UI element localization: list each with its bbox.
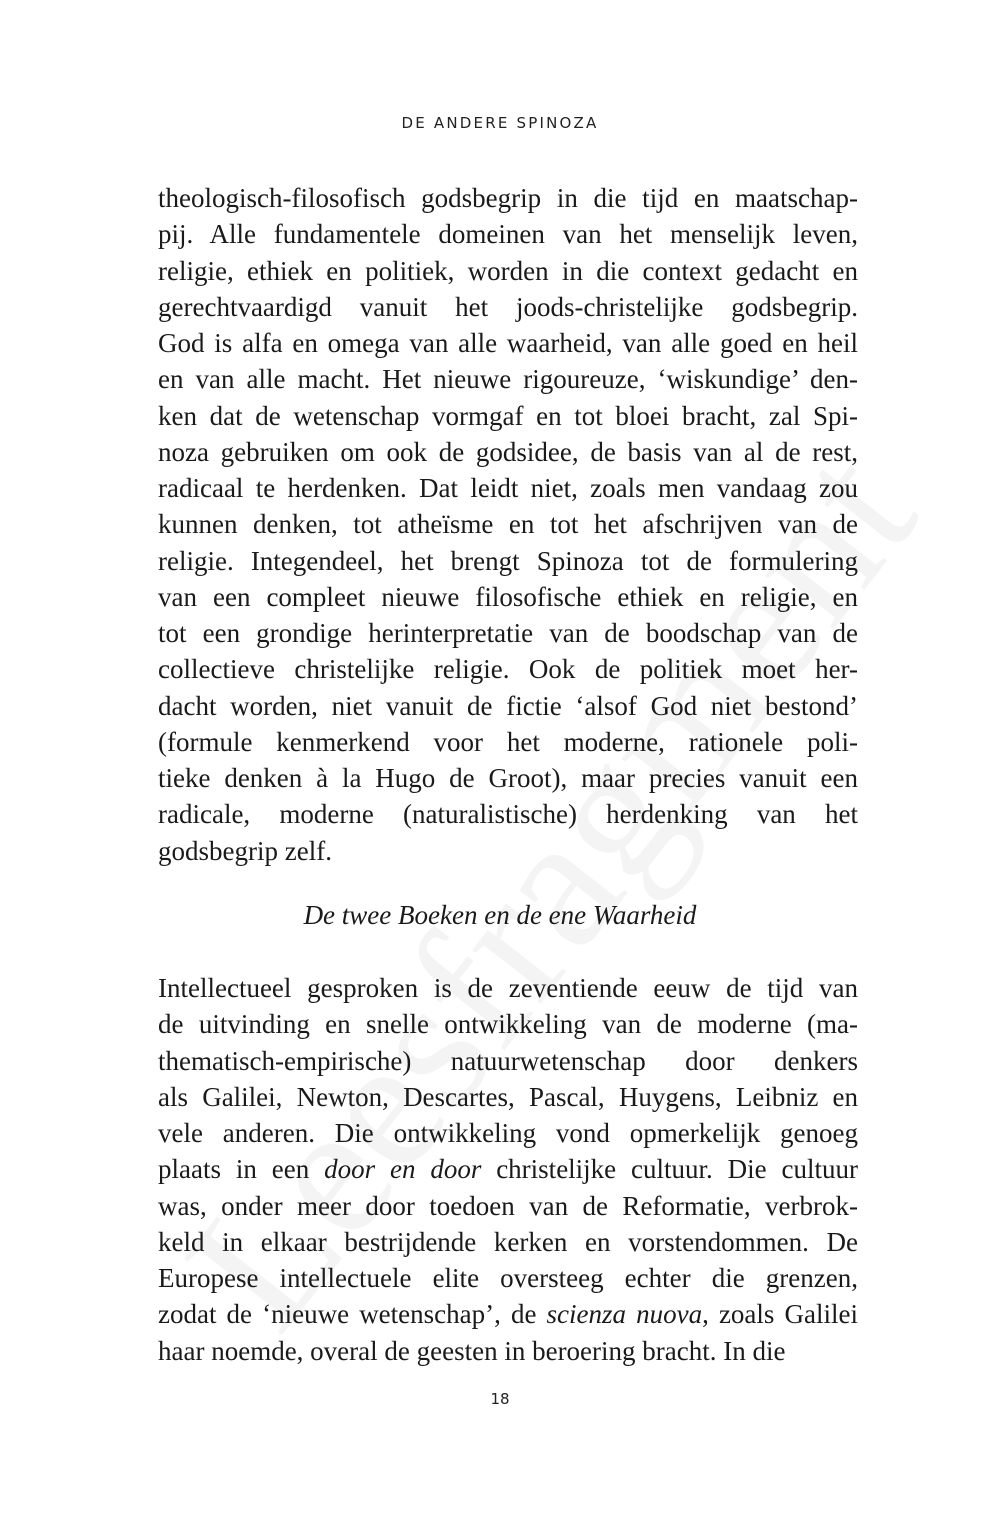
text-line: ken dat de wetenschap vormgaf en tot bloei bracht, zal Spi- [158, 400, 858, 431]
italic-phrase: door en door [324, 1154, 482, 1185]
text-run: zodat de ‘nieuwe wetenschap’, de [158, 1299, 547, 1330]
text-line: Europese intellectuele elite oversteeg echter die grenzen, [158, 1263, 858, 1293]
text-line: collectieve christelijke religie. Ook de politiek moet her- [158, 654, 858, 685]
text-line: als Galilei, Newton, Descartes, Pascal, Huygens, Leibniz en [158, 1081, 858, 1112]
text-line: radicale, moderne (naturalistische) herdenking van het [158, 799, 858, 830]
italic-phrase: scienza nuova [546, 1299, 703, 1330]
text-line [158, 1151, 858, 1187]
paragraph-1 [158, 180, 858, 869]
text-line: keld in elkaar bestrijdende kerken en vorstendommen. De [158, 1226, 858, 1257]
text-line [158, 1296, 858, 1332]
text-line: was, onder meer door toedoen van de Reformatie, verbrok- [158, 1190, 858, 1221]
text-line: religie, ethiek en politiek, worden in die context gedacht en [158, 255, 858, 286]
text-line: tieke denken à la Hugo de Groot), maar precies vanuit een [158, 763, 858, 793]
text-line: Intellectueel gesproken is de zeventiende eeuw de tijd van [158, 973, 858, 1003]
text-line: pij. Alle fundamentele domeinen van het menselijk leven, [158, 219, 858, 250]
text-line: religie. Integendeel, het brengt Spinoza tot de formulering [158, 545, 858, 576]
text-line: haar noemde, overal de geesten in beroering bracht. In die [158, 1335, 786, 1366]
text-line: God is alfa en omega van alle waarheid, van alle goed en heil [158, 328, 858, 358]
text-line: (formule kenmerkend voor het moderne, rationele poli- [158, 726, 858, 757]
text-line: thematisch-empirische) natuurwetenschap door denkers [158, 1045, 858, 1076]
text-line: van een compleet nieuwe filosofische ethiek en religie, en [158, 581, 858, 612]
text-line: vele anderen. Die ontwikkeling vond opmerkelijk genoeg [158, 1118, 858, 1148]
text-line: kunnen denken, tot atheïsme en tot het afschrijven van de [158, 509, 858, 540]
text-line: gerechtvaardigd vanuit het joods-christelijke godsbegrip. [158, 291, 858, 322]
section-subheading: De twee Boeken en de ene Waarheid [303, 900, 697, 930]
text-line: en van alle macht. Het nieuwe rigoureuze, ‘wiskundige’ den- [158, 364, 858, 395]
text-line: theologisch-filosofisch godsbegrip in die tijd en maatschap- [158, 183, 858, 213]
text-run: , zoals Galilei [702, 1299, 858, 1330]
page-number: 18 [490, 1390, 510, 1408]
text-line: tot een grondige herinterpretatie van de boodschap van de [158, 618, 858, 648]
running-head: DE ANDERE SPINOZA [401, 114, 599, 132]
text-run: christelijke cultuur. Die cultuur [481, 1154, 858, 1185]
text-line: dacht worden, niet vanuit de fictie ‘alsof God niet bestond’ [158, 690, 858, 721]
text-line: de uitvinding en snelle ontwikkeling van de moderne (ma- [158, 1009, 858, 1040]
text-line: noza gebruiken om ook de godsidee, de basis van al de rest, [158, 436, 858, 467]
text-line: radicaal te herdenken. Dat leidt niet, zoals men vandaag zou [158, 473, 858, 503]
text-line: godsbegrip zelf. [158, 835, 332, 866]
text-run: plaats in een [158, 1154, 325, 1185]
paragraph-2 [158, 970, 858, 1369]
